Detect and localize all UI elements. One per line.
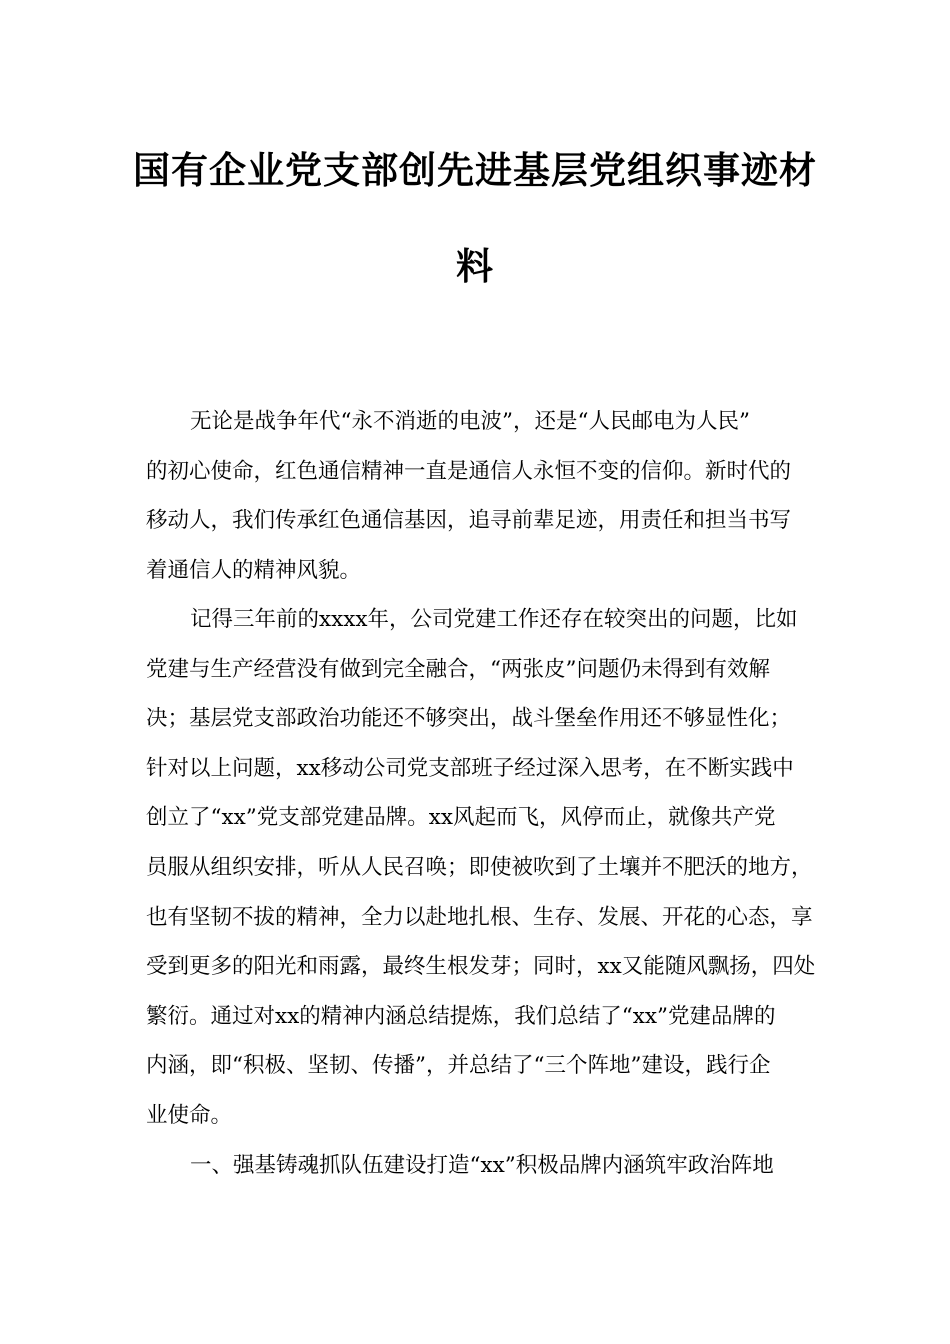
paragraph-line: 移动人，我们传承红色通信基因，追寻前辈足迹，用责任和担当书写 [146, 508, 792, 534]
paragraph-line: 一、强基铸魂抓队伍建设打造“xx”积极品牌内涵筑牢政治阵地 [190, 1153, 774, 1178]
paragraph-2 [146, 595, 822, 1141]
paragraph-line: 员服从组织安排，听从人民召唤；即使被吹到了土壤并不肥沃的地方， [146, 854, 813, 880]
paragraph-line: 业使命。 [146, 1102, 233, 1128]
paragraph-line: 着通信人的精神风貌。 [146, 557, 362, 583]
paragraph-line: 无论是战争年代“永不消逝的电波”，还是“人民邮电为人民” [190, 409, 750, 434]
document-title-line-1: 国有企业党支部创先进基层党组织事迹材 [133, 148, 817, 192]
paragraph-line: 内涵，即“积极、坚韧、传播”，并总结了“三个阵地”建设，践行企 [146, 1053, 771, 1079]
paragraph-line: 的初心使命，红色通信精神一直是通信人永恒不变的信仰。新时代的 [146, 458, 792, 484]
section-heading-1 [146, 1141, 822, 1191]
paragraph-line: 也有坚韧不拔的精神，全力以赴地扎根、生存、发展、开花的心态，享 [146, 904, 813, 930]
document-title-line-2: 料 [456, 244, 494, 288]
paragraph-line: 决；基层党支部政治功能还不够突出，战斗堡垒作用还不够显性化； [146, 706, 792, 732]
paragraph-line: 创立了“xx”党支部党建品牌。xx风起而飞，风停而止，就像共产党 [146, 805, 776, 831]
paragraph-line: 受到更多的阳光和雨露，最终生根发芽；同时，xx又能随风飘扬，四处 [146, 954, 816, 980]
paragraph-line: 党建与生产经营没有做到完全融合，“两张皮”问题仍未得到有效解 [146, 656, 770, 682]
paragraph-line: 繁衍。通过对xx的精神内涵总结提炼，我们总结了“xx”党建品牌的 [146, 1003, 776, 1029]
paragraph-line: 针对以上问题，xx移动公司党支部班子经过深入思考，在不断实践中 [146, 755, 794, 781]
paragraph-line: 记得三年前的xxxx年，公司党建工作还存在较突出的问题，比如 [190, 607, 798, 632]
paragraph-1 [146, 397, 822, 595]
